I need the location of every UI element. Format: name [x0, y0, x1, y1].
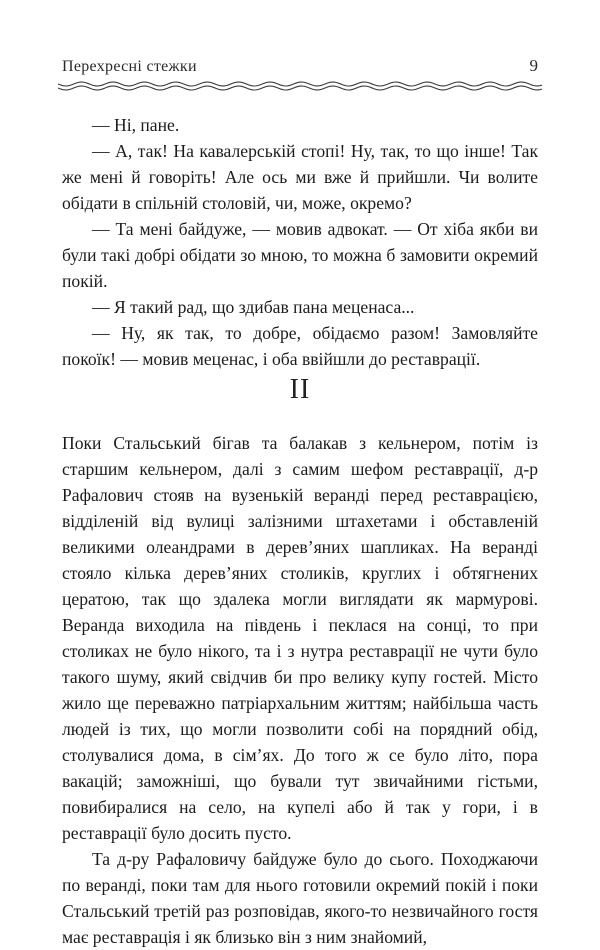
- body-paragraph: Поки Стальський бігав та балакав з кельнером, потім із старшим кельнером, далі з самим шефом реставрації, д-р Рафалович стояв на вузенькій веранді перед реставрацією, відділеній від вулиці залізними штахетами і обставленій великими олеандрами в дерев’яних шапликах. На веранді стояло кілька дерев’яних столиків, круглих і обтягнених цератою, так що здалека могли виглядати як мармурові. Веранда виходила на південь і пеклася на сонці, то при столиках не було нікого, та і з нутра реставрації не чути було такого шуму, який свідчив би про велику купу гостей. Місто жило ще переважно патріархальним життям; найбільша часть людей із тих, що могли позволити собі на порядний обід, столувалися дома, в сім’ях. До того ж се було літо, пора вакацій; заможніші, що бували тут звичайними гістьми, повибиралися на село, на купелі або й так у гори, і в реставрації було досить пусто.: [62, 433, 538, 843]
- dialogue-line: — Та мені байдуже, — мовив адвокат. — От хіба якби ви були такі добрі обідати зо мною, то можна б замовити окремий покій.: [62, 219, 538, 291]
- dialogue-line: — Я такий рад, що здибав пана меценаса...: [92, 297, 415, 317]
- dialogue-line: — А, так! На кавалерській стопі! Ну, так, то що інше! Так же мені й говоріть! Але ось ми вже й прийшли. Чи волите обідати в спільній столовій, чи, може, окремо?: [62, 141, 538, 213]
- body-text: [62, 430, 538, 950]
- running-header-title: Перехресні стежки: [62, 58, 197, 75]
- dialogue-block: [62, 112, 538, 372]
- dialogue-line: — Ну, як так, то добре, обідаємо разом! Замовляйте покоїк! — мовив меценас, і оба ввійшли до реставрації.: [62, 323, 538, 369]
- section-heading: II: [289, 374, 311, 405]
- body-paragraph: Та д-ру Рафаловичу байдуже було до сього. Походжаючи по веранді, поки там для нього готовили окремий покій і поки Стальський третій раз розповідав, якого-то незвичайного гостя має реставрація і як близько він з ним знайомий,: [62, 849, 538, 947]
- running-header: [62, 56, 538, 78]
- wavy-header-rule: [58, 80, 542, 92]
- page-number: 9: [529, 56, 538, 75]
- dialogue-line: — Ні, пане.: [92, 115, 180, 135]
